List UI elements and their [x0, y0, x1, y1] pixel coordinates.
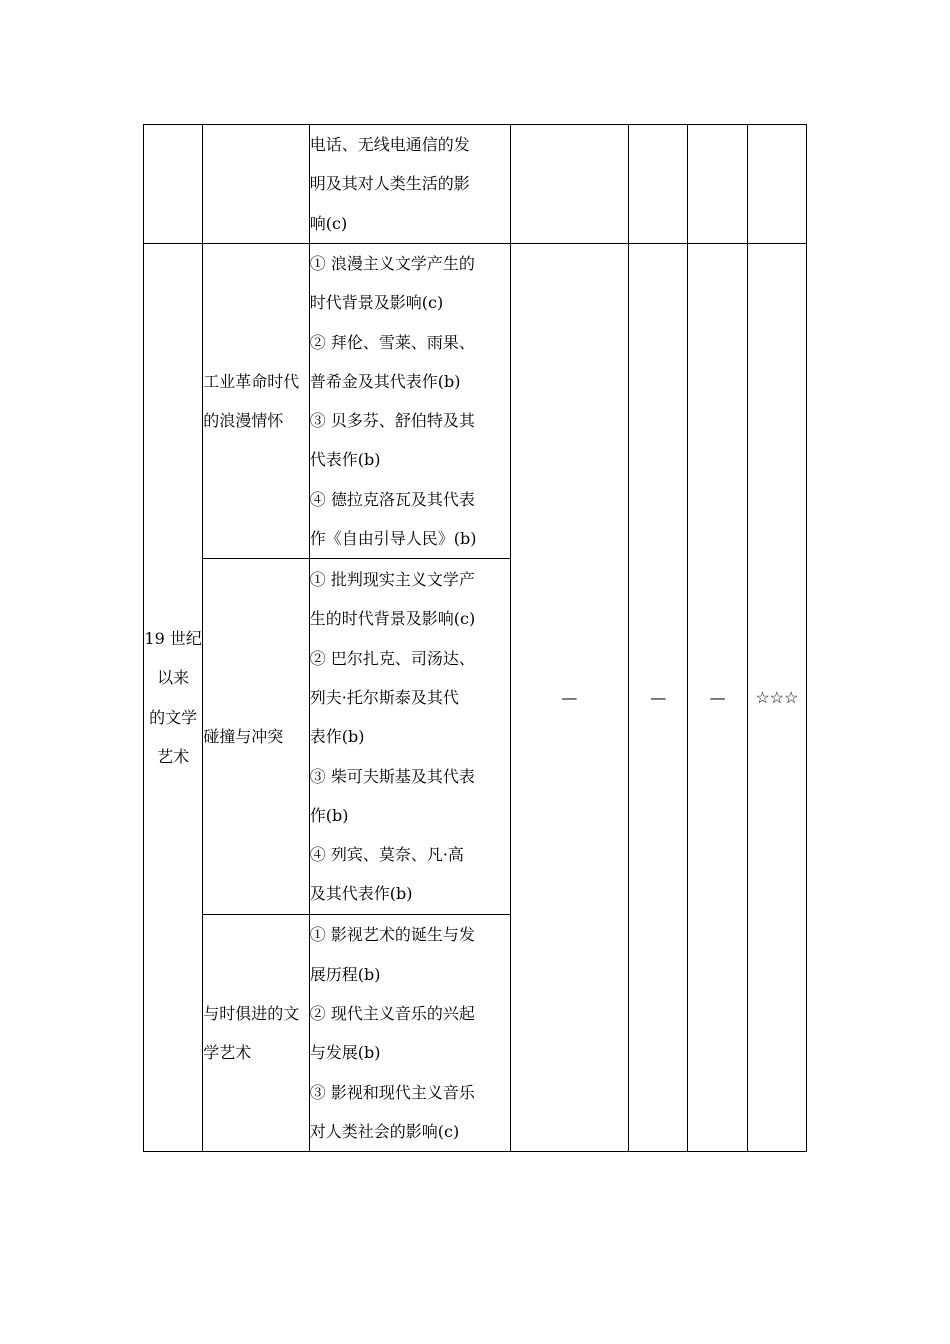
requirement-line: ④ 德拉克洛瓦及其代表	[309, 489, 475, 509]
table-row-topic-romanticism	[144, 244, 807, 559]
requirement-line: 与发展(b)	[309, 1043, 381, 1063]
section-title-cell	[144, 244, 203, 1152]
requirement-line: 代表作(b)	[309, 450, 381, 470]
requirement-line: ② 巴尔扎克、司汤达、	[309, 648, 475, 668]
exam-cell-2-empty	[629, 125, 688, 244]
requirement-line: ① 批判现实主义文学产	[309, 570, 475, 590]
requirement-line: 电话、无线电通信的发	[309, 135, 470, 155]
requirement-line: 作《自由引导人民》(b)	[309, 529, 477, 549]
exam-cell-1-empty	[510, 125, 629, 244]
exam-mark-cell-2: —	[629, 244, 688, 1152]
requirement-line: 表作(b)	[309, 727, 365, 747]
topic-title-cell	[203, 559, 309, 915]
requirement-line: 响(c)	[309, 213, 348, 233]
section-title-line: 的文学	[149, 707, 198, 727]
requirement-line: 及其代表作(b)	[309, 884, 413, 904]
requirement-line: ④ 列宾、莫奈、凡·高	[309, 845, 464, 865]
section-title-line: 艺术	[157, 746, 190, 766]
requirement-line: ② 拜伦、雪莱、雨果、	[309, 332, 475, 352]
requirement-cell	[309, 915, 510, 1152]
topic-title-cell	[203, 244, 309, 559]
topic-title-line: 学艺术	[203, 1043, 252, 1063]
requirement-line: 明及其对人类生活的影	[309, 174, 470, 194]
syllabus-table	[143, 124, 807, 1152]
requirement-cell	[309, 125, 510, 244]
topic-title-line: 碰撞与冲突	[203, 727, 284, 747]
topic-title-line: 工业革命时代	[203, 371, 300, 391]
requirement-line: 时代背景及影响(c)	[309, 293, 444, 313]
requirement-line: ① 浪漫主义文学产生的	[309, 254, 475, 273]
topic-title-line: 的浪漫情怀	[203, 411, 284, 431]
star-rating-cell: ☆☆☆	[747, 244, 806, 1152]
requirement-line: 生的时代背景及影响(c)	[309, 609, 476, 629]
star-cell-empty	[747, 125, 806, 244]
exam-cell-3-empty	[688, 125, 747, 244]
requirement-line: 展历程(b)	[309, 964, 381, 984]
requirement-line: ② 现代主义音乐的兴起	[309, 1003, 475, 1023]
section-title-line: 19 世纪	[144, 628, 202, 648]
requirement-line: ③ 柴可夫斯基及其代表	[309, 766, 475, 786]
requirement-line: 对人类社会的影响(c)	[309, 1121, 460, 1141]
requirement-line: ③ 影视和现代主义音乐	[309, 1082, 475, 1102]
topic-cell-empty	[203, 125, 309, 244]
requirement-line: 作(b)	[309, 805, 349, 825]
requirement-cell	[309, 244, 510, 559]
requirement-cell	[309, 559, 510, 915]
exam-mark-cell-3: —	[688, 244, 747, 1152]
requirement-line: 列夫·托尔斯泰及其代	[309, 687, 459, 707]
requirement-line: ③ 贝多芬、舒伯特及其	[309, 411, 475, 431]
topic-title-line: 与时俱进的文	[203, 1003, 300, 1023]
section-title-line: 以来	[157, 668, 190, 688]
topic-title-cell	[203, 915, 309, 1152]
requirement-line: ① 影视艺术的诞生与发	[309, 925, 475, 945]
table-row-continuation	[144, 125, 807, 244]
section-cell-empty	[144, 125, 203, 244]
exam-mark-cell-1: —	[510, 244, 629, 1152]
requirement-line: 普希金及其代表作(b)	[309, 371, 461, 391]
